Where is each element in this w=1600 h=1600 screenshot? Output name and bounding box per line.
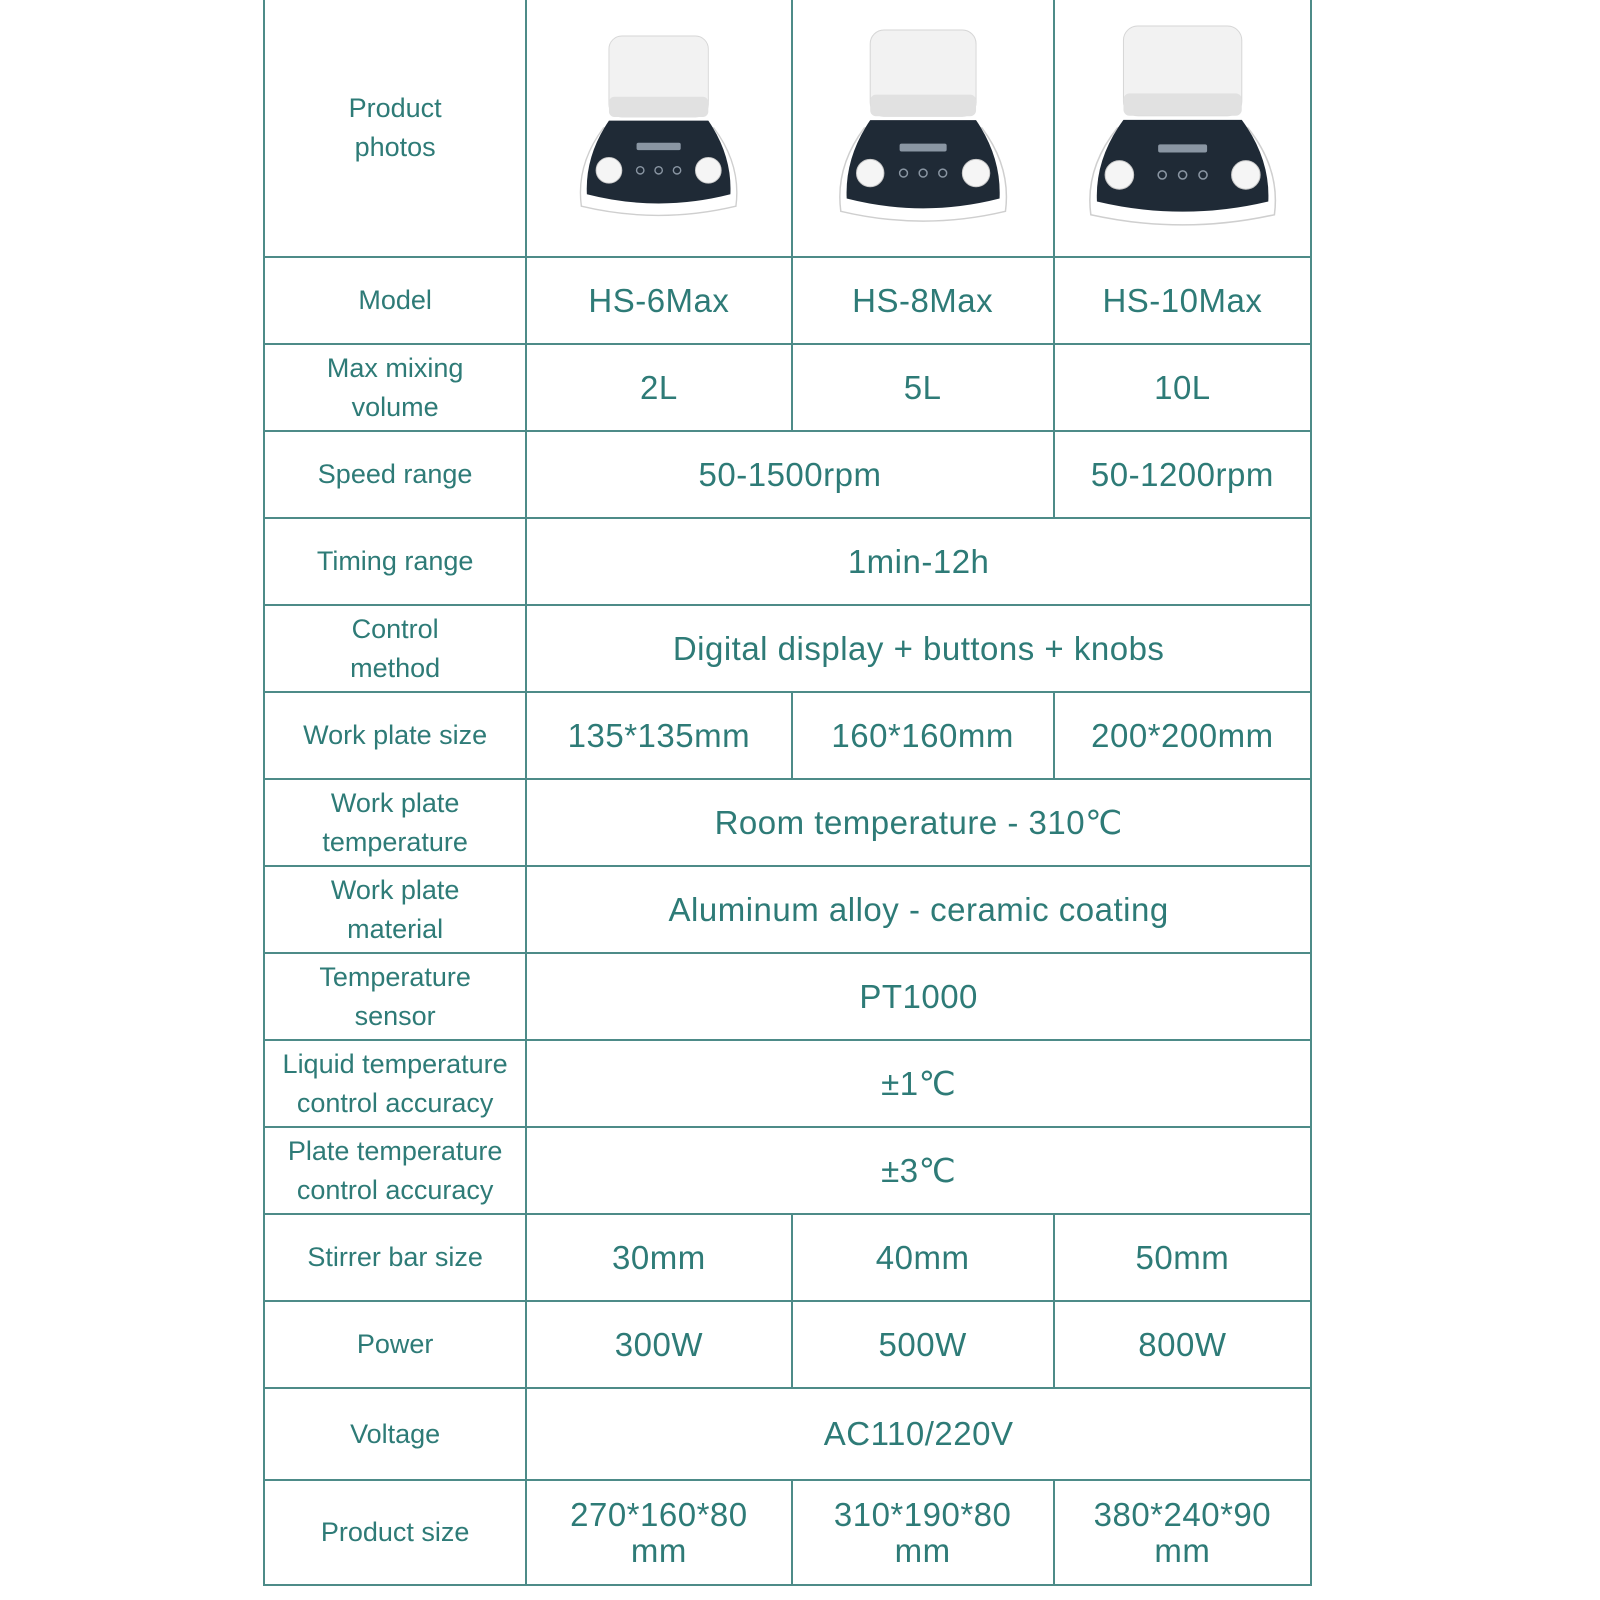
power-label: Power (264, 1301, 526, 1388)
row-power (264, 1301, 1311, 1388)
product-size-label: Product size (264, 1480, 526, 1585)
stirrer-bar-size-value-hs-6max: 30mm (526, 1214, 791, 1301)
row-work-plate-size (264, 692, 1311, 779)
spec-table (263, 0, 1312, 1586)
row-product-size (264, 1480, 1311, 1585)
control-method-value: Digital display + buttons + knobs (526, 605, 1311, 692)
row-control-method (264, 605, 1311, 692)
row-work-plate-material (264, 866, 1311, 953)
stirrer-bar-size-value-hs-10max: 50mm (1054, 1214, 1311, 1301)
work-plate-material-label: Work plate material (264, 866, 526, 953)
row-temperature-sensor (264, 953, 1311, 1040)
model-value-hs-10max: HS-10Max (1054, 257, 1311, 344)
row-stirrer-bar-size (264, 1214, 1311, 1301)
work-plate-size-value-hs-8max: 160*160mm (792, 692, 1054, 779)
work-plate-size-value-hs-10max: 200*200mm (1054, 692, 1311, 779)
product-size-value-hs-6max: 270*160*80 mm (526, 1480, 791, 1585)
temperature-sensor-value: PT1000 (526, 953, 1311, 1040)
plate-temperature-accuracy-value: ±3℃ (526, 1127, 1311, 1214)
row-max-mixing-volume (264, 344, 1311, 431)
max-mixing-volume-label: Max mixing volume (264, 344, 526, 431)
speed-range-label: Speed range (264, 431, 526, 518)
row-product-photos (264, 0, 1311, 257)
timing-range-label: Timing range (264, 518, 526, 605)
product-size-value-hs-10max: 380*240*90 mm (1054, 1480, 1311, 1585)
product-photo-hs-10max (1054, 0, 1311, 257)
speed-range-value-hs-6max-8max: 50-1500rpm (526, 431, 1054, 518)
stirrer-bar-size-value-hs-8max: 40mm (792, 1214, 1054, 1301)
model-value-hs-6max: HS-6Max (526, 257, 791, 344)
timing-range-value: 1min-12h (526, 518, 1311, 605)
row-liquid-temperature-accuracy (264, 1040, 1311, 1127)
row-speed-range (264, 431, 1311, 518)
temperature-sensor-label: Temperature sensor (264, 953, 526, 1040)
product-photo-hs-8max (792, 0, 1054, 257)
max-mixing-volume-value-hs-8max: 5L (792, 344, 1054, 431)
work-plate-material-value: Aluminum alloy - ceramic coating (526, 866, 1311, 953)
row-voltage (264, 1388, 1311, 1480)
work-plate-temperature-label: Work plate temperature (264, 779, 526, 866)
stirrer-bar-size-label: Stirrer bar size (264, 1214, 526, 1301)
work-plate-size-label: Work plate size (264, 692, 526, 779)
row-timing-range (264, 518, 1311, 605)
product-photos-label (264, 0, 526, 257)
voltage-value: AC110/220V (526, 1388, 1311, 1480)
row-model (264, 257, 1311, 344)
voltage-label: Voltage (264, 1388, 526, 1480)
work-plate-size-value-hs-6max: 135*135mm (526, 692, 791, 779)
control-method-label: Control method (264, 605, 526, 692)
row-work-plate-temperature (264, 779, 1311, 866)
speed-range-value-hs-10max: 50-1200rpm (1054, 431, 1311, 518)
liquid-temperature-accuracy-value: ±1℃ (526, 1040, 1311, 1127)
hotplate-stirrer-image (1061, 8, 1304, 248)
product-size-value-hs-8max: 310*190*80 mm (792, 1480, 1054, 1585)
power-value-hs-8max: 500W (792, 1301, 1054, 1388)
hotplate-stirrer-image (799, 8, 1047, 248)
power-value-hs-6max: 300W (526, 1301, 791, 1388)
max-mixing-volume-value-hs-6max: 2L (526, 344, 791, 431)
work-plate-temperature-value: Room temperature - 310℃ (526, 779, 1311, 866)
hotplate-stirrer-image (533, 8, 784, 248)
liquid-temperature-accuracy-label: Liquid temperature control accuracy (264, 1040, 526, 1127)
model-label: Model (264, 257, 526, 344)
plate-temperature-accuracy-label: Plate temperature control accuracy (264, 1127, 526, 1214)
model-value-hs-8max: HS-8Max (792, 257, 1054, 344)
product-photo-hs-6max (526, 0, 791, 257)
row-plate-temperature-accuracy (264, 1127, 1311, 1214)
product-photos-label-text: Product photos (348, 93, 442, 162)
power-value-hs-10max: 800W (1054, 1301, 1311, 1388)
max-mixing-volume-value-hs-10max: 10L (1054, 344, 1311, 431)
